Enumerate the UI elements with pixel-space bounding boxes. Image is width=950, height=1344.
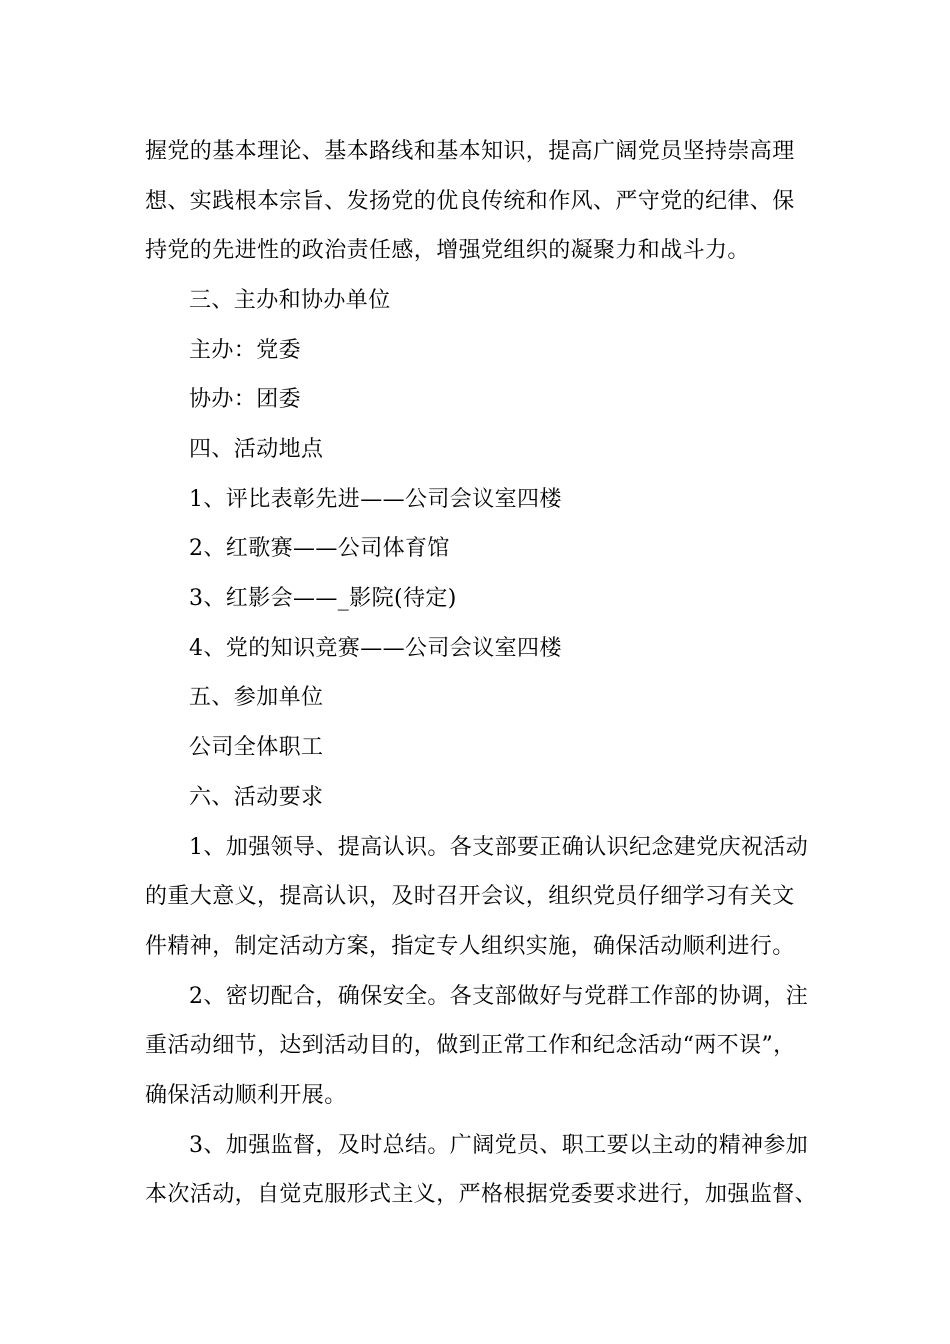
paragraph-line: 件精神，制定活动方案，指定专人组织实施，确保活动顺利进行。: [145, 934, 795, 959]
list-item: 1、评比表彰先进——公司会议室四楼: [189, 487, 562, 512]
paragraph-line: 想、实践根本宗旨、发扬党的优良传统和作风、严守党的纪律、保: [145, 189, 795, 214]
section-heading: 四、活动地点: [189, 437, 324, 462]
list-item: 3、红影会——_影院(待定): [189, 586, 457, 611]
list-item: 2、红歌赛——公司体育馆: [189, 536, 450, 561]
paragraph-line: 确保活动顺利开展。: [145, 1083, 347, 1108]
paragraph-line: 1、加强领导、提高认识。各支部要正确认识纪念建党庆祝活动: [189, 835, 809, 860]
paragraph-line: 握党的基本理论、基本路线和基本知识，提高广阔党员坚持崇高理: [145, 139, 795, 164]
paragraph-line: 2、密切配合，确保安全。各支部做好与党群工作部的协调，注: [189, 984, 809, 1009]
section-heading: 六、活动要求: [189, 785, 324, 810]
paragraph-line: 主办：党委: [189, 338, 302, 363]
paragraph-line: 重活动细节，达到活动目的，做到正常工作和纪念活动“两不误”，: [145, 1033, 796, 1058]
paragraph-line: 协办：团委: [189, 387, 302, 412]
section-heading: 三、主办和协办单位: [189, 288, 391, 313]
paragraph-line: 公司全体职工: [189, 735, 324, 760]
paragraph-line: 持党的先进性的政治责任感，增强党组织的凝聚力和战斗力。: [145, 238, 750, 263]
list-item: 4、党的知识竞赛——公司会议室四楼: [189, 636, 562, 661]
paragraph-line: 3、加强监督，及时总结。广阔党员、职工要以主动的精神参加: [189, 1133, 809, 1158]
paragraph-line: 的重大意义，提高认识，及时召开会议，组织党员仔细学习有关文: [145, 884, 795, 909]
section-heading: 五、参加单位: [189, 685, 324, 710]
paragraph-line: 本次活动，自觉克服形式主义，严格根据党委要求进行，加强监督、: [145, 1182, 818, 1207]
